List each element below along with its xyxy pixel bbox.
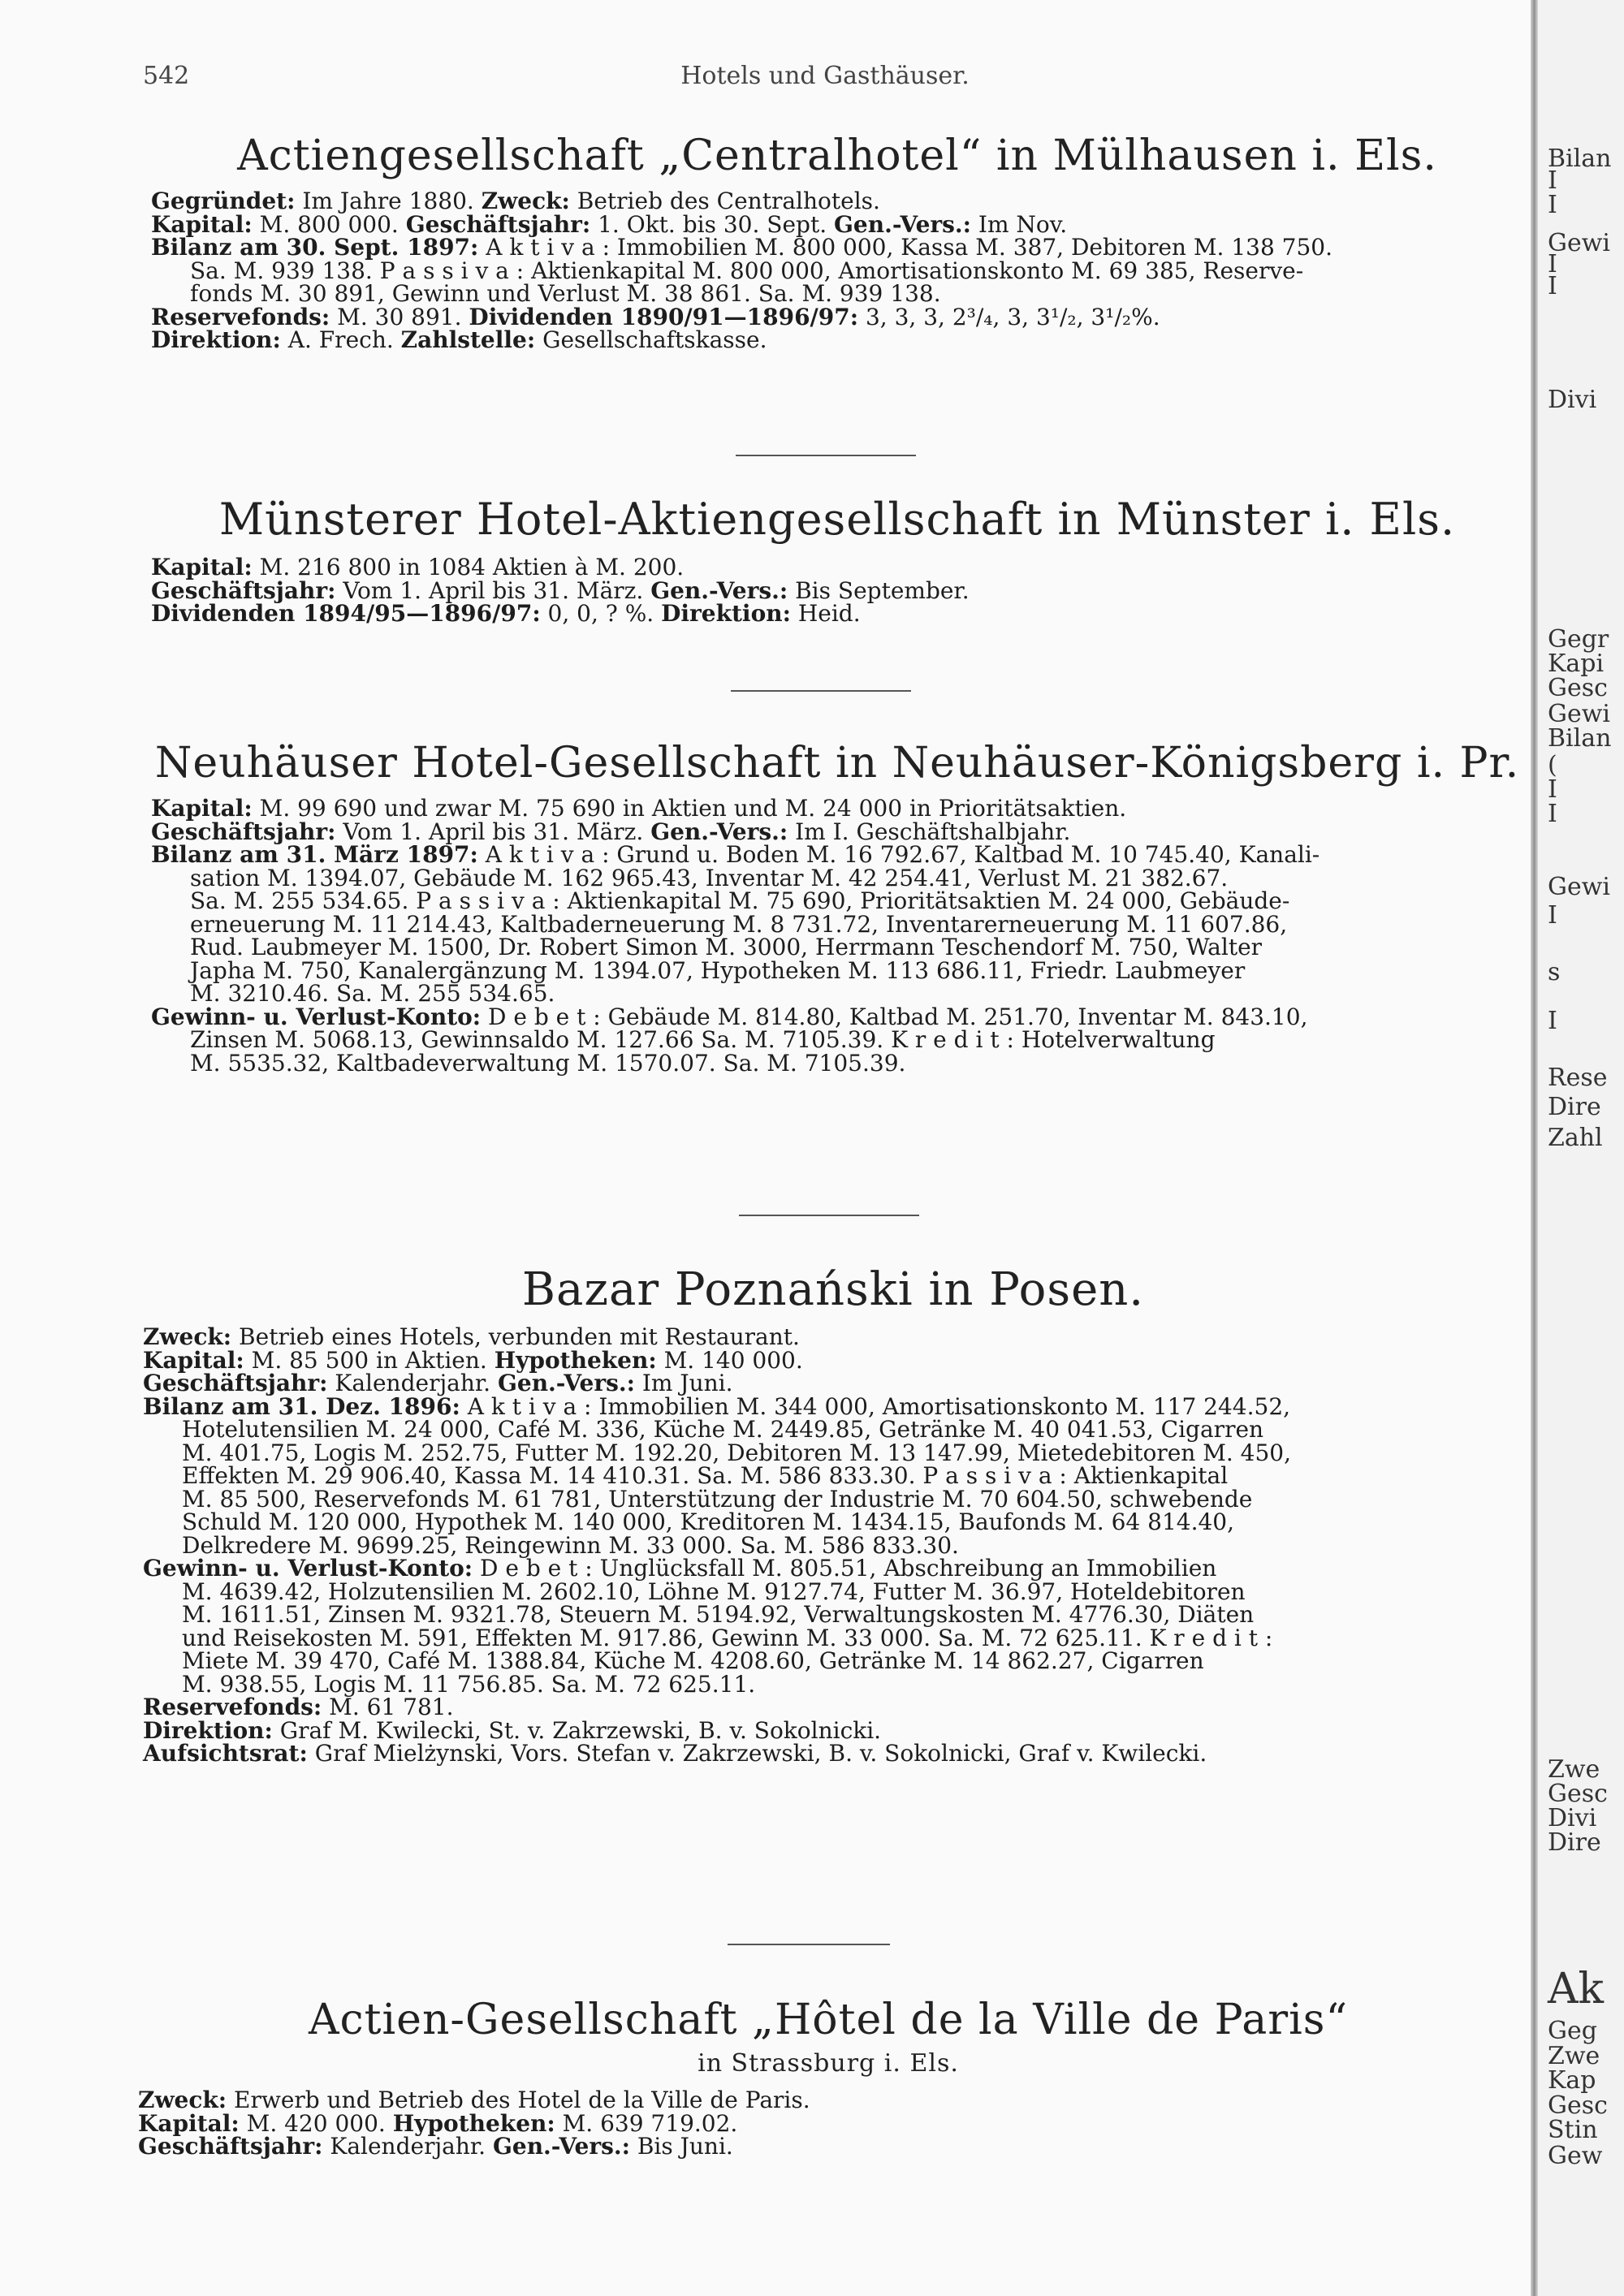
text-line: Reservefonds: M. 61 781.: [143, 1694, 454, 1720]
adjacent-page-text: Gesc: [1548, 674, 1608, 702]
text-line: Direktion: Graf M. Kwilecki, St. v. Zakrzewski, B. v. Sokolnicki.: [143, 1716, 882, 1744]
text-line: M. 4639.42, Holzutensilien M. 2602.10, Löhne M. 9127.74, Futter M. 36.97, Hoteldebitoren: [182, 1577, 1246, 1605]
adjacent-page-text: Bilan: [1548, 145, 1612, 173]
adjacent-page-text: Zwe: [1548, 2042, 1600, 2070]
adjacent-page-text: Gewi: [1548, 229, 1610, 257]
text-line: Aufsichtsrat: Graf Mielżynski, Vors. Stefan v. Zakrzewski, B. v. Sokolnicki, Graf v. Kwilecki.: [143, 1740, 1207, 1767]
adjacent-page-text: I: [1548, 166, 1557, 195]
text-line: Bilanz am 31. Dez. 1896: A k t i v a : Immobilien M. 344 000, Amortisationskonto M. 117 244.52,: [143, 1392, 1291, 1420]
text-line: Zweck: Erwerb und Betrieb des Hotel de la Ville de Paris.: [138, 2087, 810, 2113]
text-line: M. 5535.32, Kaltbadeverwaltung M. 1570.07. Sa. M. 7105.39.: [190, 1049, 906, 1077]
adjacent-page-text: Divi: [1548, 386, 1597, 414]
adjacent-page-text: Divi: [1548, 1804, 1597, 1832]
text-line: Schuld M. 120 000, Hypothek M. 140 000, Kreditoren M. 1434.15, Baufonds M. 64 814.40,: [182, 1508, 1234, 1535]
adjacent-page-text: Gesc: [1548, 1780, 1608, 1808]
text-line: Geschäftsjahr: Vom 1. April bis 31. März. Gen.-Vers.: Bis September.: [151, 576, 970, 604]
adjacent-page-text: I: [1548, 775, 1557, 804]
text-line: Direktion: A. Frech. Zahlstelle: Gesellschaftskasse.: [151, 326, 767, 353]
adjacent-page-text: Zahl: [1548, 1124, 1603, 1152]
entry-muensterer-hotel: [151, 494, 1523, 626]
book-gutter: [1531, 0, 1538, 2296]
text-line: Dividenden 1894/95—1896/97: 0, 0, ? %. Direktion: Heid.: [151, 600, 861, 627]
adjacent-page-text: I: [1548, 250, 1557, 278]
text-line: Kapital: M. 216 800 in 1084 Aktien à M. 200.: [151, 554, 685, 580]
adjacent-page-text: Gewi: [1548, 700, 1610, 728]
section-divider: [739, 1215, 919, 1216]
adjacent-page-text: Kapi: [1548, 650, 1605, 678]
text-line: Geschäftsjahr: Kalenderjahr. Gen.-Vers.: Im Juni.: [143, 1370, 733, 1396]
adjacent-page-text: Gew: [1548, 2142, 1603, 2170]
page-number: 542: [143, 62, 190, 90]
text-line: Geschäftsjahr: Vom 1. April bis 31. März. Gen.-Vers.: Im I. Geschäftshalbjahr.: [151, 818, 1071, 845]
text-line: M. 85 500, Reservefonds M. 61 781, Unterstützung der Industrie M. 70 604.50, schwebende: [182, 1485, 1253, 1513]
adjacent-page-text: Dire: [1548, 1828, 1601, 1857]
section-divider: [736, 455, 916, 456]
entry-body: [151, 190, 1523, 352]
entry-subtitle: in Strassburg i. Els.: [698, 2049, 959, 2078]
entry-hotel-ville-de-paris: [138, 1996, 1518, 2159]
text-line: M. 1611.51, Zinsen M. 9321.78, Steuern M. 5194.92, Verwaltungskosten M. 4776.30, Diäten: [182, 1601, 1255, 1628]
text-line: Effekten M. 29 906.40, Kassa M. 14 410.31. Sa. M. 586 833.30. P a s s i v a : Aktienkapital: [182, 1462, 1229, 1489]
text-line: M. 401.75, Logis M. 252.75, Futter M. 192.20, Debitoren M. 13 147.99, Mietedebitoren M. 450,: [182, 1439, 1292, 1466]
text-line: Hotelutensilien M. 24 000, Café M. 336, Küche M. 2449.85, Getränke M. 40 041.53, Cigarren: [182, 1416, 1264, 1443]
adjacent-page-text: Stin: [1548, 2116, 1598, 2144]
entry-title: Actiengesellschaft „Centralhotel“ in Mülhausen i. Els.: [237, 132, 1437, 180]
entry-bazar-poznanski: [143, 1263, 1523, 1766]
section-divider: [731, 690, 911, 692]
adjacent-page-text: Kap: [1548, 2066, 1596, 2095]
text-line: Bilanz am 31. März 1897: A k t i v a : Grund u. Boden M. 16 792.67, Kaltbad M. 10 745.40, Kanali-: [151, 841, 1320, 868]
adjacent-page-text: s: [1548, 958, 1561, 986]
entry-title: Münsterer Hotel-Aktiengesellschaft in Münster i. Els.: [218, 494, 1456, 545]
adjacent-page-text: Dire: [1548, 1093, 1601, 1121]
adjacent-page-text: Gewi: [1548, 873, 1610, 901]
text-line: Kapital: M. 420 000. Hypotheken: M. 639 719.02.: [138, 2109, 738, 2137]
text-line: und Reisekosten M. 591, Effekten M. 917.86, Gewinn M. 33 000. Sa. M. 72 625.11. K r e d i t :: [182, 1624, 1273, 1651]
text-line: Kapital: M. 800 000. Geschäftsjahr: 1. Okt. bis 30. Sept. Gen.-Vers.: Im Nov.: [151, 210, 1068, 238]
text-line: Geschäftsjahr: Kalenderjahr. Gen.-Vers.: Bis Juni.: [138, 2133, 733, 2160]
text-line: Kapital: M. 99 690 und zwar M. 75 690 in Aktien und M. 24 000 in Prioritätsaktien.: [151, 795, 1127, 822]
entry-body: [151, 556, 1523, 626]
adjacent-page-text: Rese: [1548, 1064, 1608, 1092]
adjacent-page-text: Gegr: [1548, 625, 1609, 654]
text-line: Delkredere M. 9699.25, Reingewinn M. 33 000. Sa. M. 586 833.30.: [182, 1531, 959, 1559]
adjacent-page-text: I: [1548, 901, 1557, 930]
text-line: Gewinn- u. Verlust-Konto: D e b e t : Unglücksfall M. 805.51, Abschreibung an Immobilien: [143, 1555, 1217, 1582]
text-line: M. 938.55, Logis M. 11 756.85. Sa. M. 72 625.11.: [182, 1670, 756, 1698]
text-line: fonds M. 30 891, Gewinn und Verlust M. 38 861. Sa. M. 939 138.: [190, 280, 941, 307]
adjacent-page-text: Ak: [1548, 1965, 1605, 2013]
adjacent-page-text: Gesc: [1548, 2091, 1608, 2120]
adjacent-page-text: Bilan: [1548, 724, 1612, 753]
entry-body: [138, 2089, 1518, 2159]
running-title: Hotels und Gasthäuser.: [680, 62, 970, 90]
text-line: Sa. M. 255 534.65. P a s s i v a : Aktienkapital M. 75 690, Prioritätsaktien M. 24 000, Gebäude-: [190, 887, 1290, 914]
adjacent-page-text: I: [1548, 800, 1557, 828]
text-line: Gegründet: Im Jahre 1880. Zweck: Betrieb des Centralhotels.: [151, 188, 880, 214]
text-line: Miete M. 39 470, Café M. 1388.84, Küche M. 4208.60, Getränke M. 14 862.27, Cigarren: [182, 1647, 1204, 1674]
text-line: Rud. Laubmeyer M. 1500, Dr. Robert Simon M. 3000, Herrmann Teschendorf M. 750, Walter: [190, 934, 1263, 960]
text-line: Sa. M. 939 138. P a s s i v a : Aktienkapital M. 800 000, Amortisationskonto M. 69 385, Reserve-: [190, 257, 1304, 284]
adjacent-page-fragment: [1538, 0, 1624, 2296]
entry-title: Bazar Poznański in Posen.: [521, 1263, 1145, 1316]
text-line: Japha M. 750, Kanalergänzung M. 1394.07, Hypotheken M. 113 686.11, Friedr. Laubmeyer: [190, 956, 1246, 984]
entry-body: [143, 1323, 1523, 1767]
adjacent-page-text: (: [1548, 751, 1557, 779]
entry-title: Neuhäuser Hotel-Gesellschaft in Neuhäuser-Königsberg i. Pr.: [154, 739, 1520, 788]
page-header: [143, 62, 1507, 102]
adjacent-page-text: Geg: [1548, 2017, 1597, 2045]
text-line: Bilanz am 30. Sept. 1897: A k t i v a : Immobilien M. 800 000, Kassa M. 387, Debitoren M. 138 750.: [151, 234, 1333, 261]
text-line: M. 3210.46. Sa. M. 255 534.65.: [190, 980, 555, 1007]
adjacent-page-text: I: [1548, 272, 1557, 300]
adjacent-page-text: I: [1548, 191, 1557, 219]
text-line: Reservefonds: M. 30 891. Dividenden 1890/91—1896/97: 3, 3, 3, 2³/₄, 3, 3¹/₂, 3¹/₂%.: [151, 303, 1160, 330]
adjacent-page-text: I: [1548, 1007, 1557, 1035]
text-line: Zweck: Betrieb eines Hotels, verbunden mit Restaurant.: [143, 1323, 800, 1350]
entry-neuhaeuser-hotel: [151, 739, 1523, 1075]
entry-body: [151, 797, 1523, 1075]
entry-centralhotel-muelhausen: [151, 132, 1523, 352]
section-divider: [728, 1944, 890, 1945]
text-line: Gewinn- u. Verlust-Konto: D e b e t : Gebäude M. 814.80, Kaltbad M. 251.70, Inventar M. 843.10,: [151, 1003, 1308, 1030]
text-line: sation M. 1394.07, Gebäude M. 162 965.43, Inventar M. 42 254.41, Verlust M. 21 382.67.: [190, 864, 1229, 891]
text-line: erneuerung M. 11 214.43, Kaltbaderneuerung M. 8 731.72, Inventarerneuerung M. 11 607.86,: [190, 910, 1288, 938]
entry-title: Actien-Gesellschaft „Hôtel de la Ville de Paris“: [308, 1996, 1349, 2044]
text-line: Zinsen M. 5068.13, Gewinnsaldo M. 127.66 Sa. M. 7105.39. K r e d i t : Hotelverwaltung: [190, 1026, 1216, 1053]
text-line: Kapital: M. 85 500 in Aktien. Hypotheken: M. 140 000.: [143, 1346, 803, 1374]
adjacent-page-text: Zwe: [1548, 1755, 1600, 1784]
